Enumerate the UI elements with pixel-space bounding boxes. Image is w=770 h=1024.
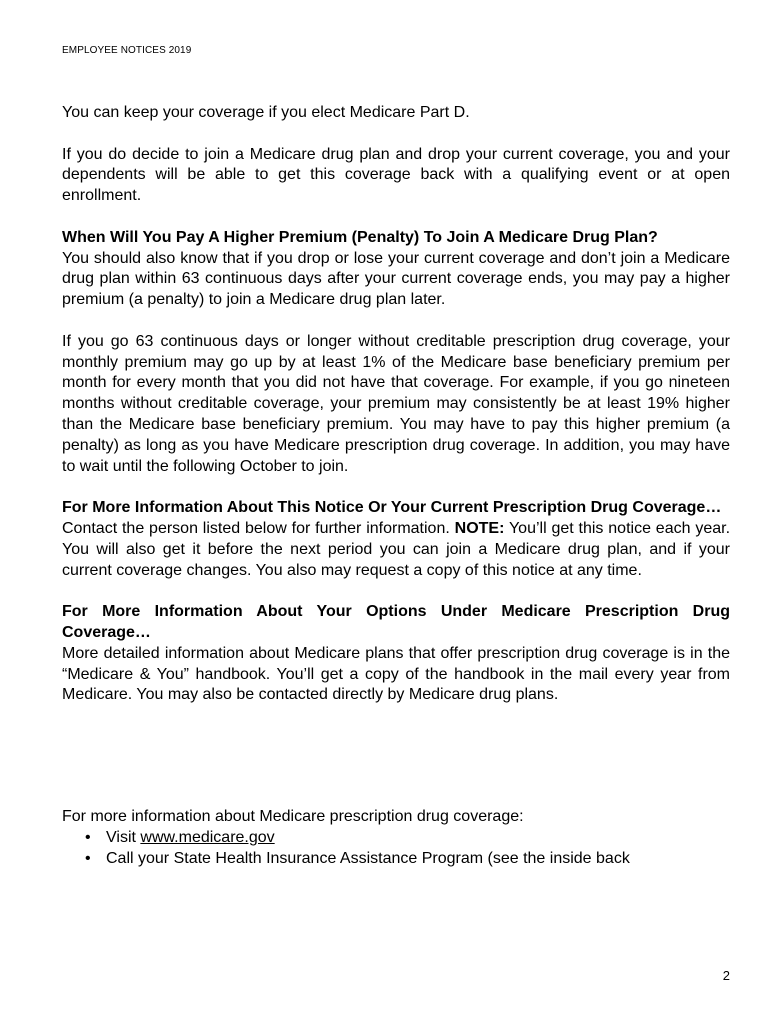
medicare-link[interactable]: www.medicare.gov: [140, 828, 275, 846]
section-heading: For More Information About Your Options Under Medicare Prescription Drug Coverage…: [62, 603, 730, 641]
more-info-list: [62, 828, 730, 870]
section-text: More detailed information about Medicare plans that offer prescription drug coverage is in the “Medicare & You” handbook. You’ll get a copy of the handbook in the mail every year from Medicare. You may also be contacted directly by Medicare drug plans.: [62, 644, 730, 704]
list-item: • Call your State Health Insurance Assistance Program (see the inside back: [106, 849, 730, 870]
section-text-after: You’ll get this notice each year. You will also get it before the next period you can join a Medicare drug plan, and if your current coverage changes. You also may request a copy of this notice at any time.: [62, 519, 731, 579]
blank-space: [62, 727, 730, 807]
section-notice-info: [62, 498, 730, 581]
section-penalty: [62, 228, 730, 311]
paragraph-penalty-details: If you go 63 continuous days or longer without creditable prescription drug coverage, your monthly premium may go up by at least 1% of the Medicare base beneficiary premium per month for every month that you did not have that coverage. For example, if you go nineteen months without creditable coverage, your premium may consistently be at least 19% higher than the Medicare base beneficiary premium. You may have to pay this higher premium (a penalty) as long as you have Medicare prescription drug coverage. In addition, you may have to wait until the following October to join.: [62, 332, 730, 475]
section-text-before: Contact the person listed below for further information.: [62, 519, 455, 537]
section-heading: For More Information About This Notice Or Your Current Prescription Drug Coverage…: [62, 499, 722, 517]
more-info-intro: For more information about Medicare prescription drug coverage:: [62, 807, 524, 825]
document-header: EMPLOYEE NOTICES 2019: [62, 45, 192, 56]
section-heading: When Will You Pay A Higher Premium (Penalty) To Join A Medicare Drug Plan?: [62, 228, 658, 246]
list-item: [106, 828, 730, 849]
section-text: You should also know that if you drop or lose your current coverage and don’t join a Medicare drug plan within 63 continuous days after your current coverage ends, you may pay a higher premium (a penalty) to join a Medicare drug plan later.: [62, 249, 730, 309]
list-item-prefix: Visit: [106, 828, 141, 846]
note-label: NOTE:: [454, 519, 505, 537]
paragraph-drop-coverage: If you do decide to join a Medicare drug plan and drop your current coverage, you and your dependents will be able to get this coverage back with a qualifying event or at open enrollment.: [62, 145, 730, 205]
section-options-info: [62, 602, 730, 706]
document-body: [62, 103, 730, 869]
paragraph-keep-coverage: You can keep your coverage if you elect Medicare Part D.: [62, 104, 470, 121]
page-number: 2: [722, 968, 730, 983]
